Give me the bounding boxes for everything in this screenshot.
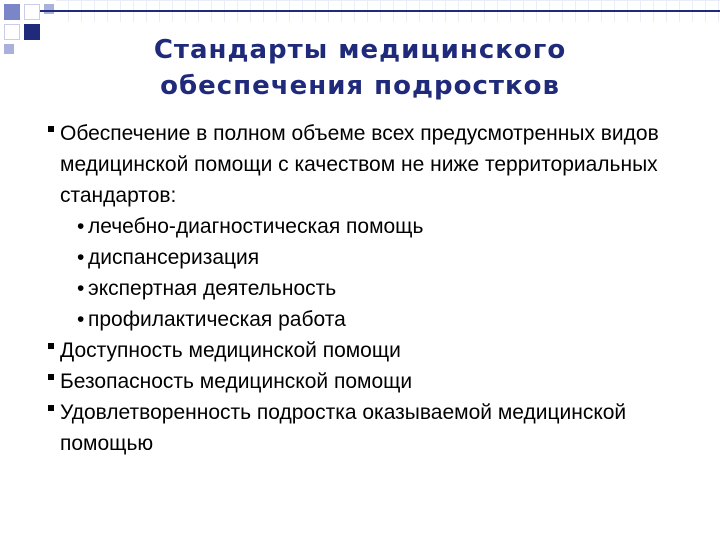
list-item <box>48 366 698 397</box>
sub-list-item <box>48 242 698 273</box>
round-bullet-icon: • <box>77 215 85 238</box>
deco-square-small <box>4 44 14 54</box>
sub-list-item-text: экспертная деятельность <box>88 277 337 300</box>
round-bullet-icon: • <box>77 277 85 300</box>
list-item-text: Доступность медицинской помощи <box>60 339 401 362</box>
list-item-text: Удовлетворенность подростка оказываемой медицинской помощью <box>60 401 627 455</box>
round-bullet-icon: • <box>77 308 85 331</box>
deco-square-dark <box>24 24 40 40</box>
deco-square-light <box>4 4 20 20</box>
square-bullet-icon <box>48 405 54 411</box>
bullet-list <box>48 118 698 459</box>
list-item <box>48 118 698 211</box>
square-bullet-icon <box>48 126 54 132</box>
sub-list-item <box>48 304 698 335</box>
sub-list-item-text: профилактическая работа <box>88 308 346 331</box>
list-item-text: Безопасность медицинской помощи <box>60 370 413 393</box>
deco-square-small <box>44 4 54 14</box>
square-bullet-icon <box>48 343 54 349</box>
deco-square-outline <box>24 4 40 20</box>
list-item <box>48 335 698 366</box>
slide-title-line: Стандарты медицинского <box>153 35 567 65</box>
sub-list-item-text: лечебно-диагностическая помощь <box>88 215 424 238</box>
header-rule <box>40 10 720 12</box>
square-bullet-icon <box>48 374 54 380</box>
slide-title <box>60 32 660 104</box>
list-item-text: Обеспечение в полном объеме всех предусмотренных видов медицинской помощи с качеством не ниже территориальных стандартов: <box>60 122 659 207</box>
list-item <box>48 397 698 459</box>
sub-list-item <box>48 273 698 304</box>
sub-list-item-text: диспансеризация <box>88 246 260 269</box>
sub-list-item <box>48 211 698 242</box>
round-bullet-icon: • <box>77 246 85 269</box>
deco-square-outline <box>4 24 20 40</box>
slide-title-line: обеспечения подростков <box>160 71 560 101</box>
